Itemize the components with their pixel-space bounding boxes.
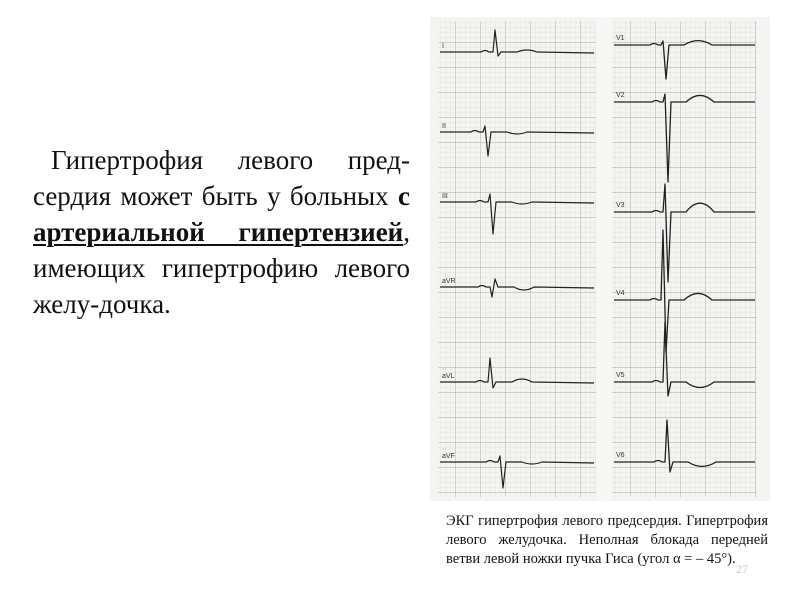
ecg-lead-label-avf: aVF	[442, 453, 455, 460]
page-number: 27	[736, 562, 748, 576]
ecg-right-panel	[612, 21, 757, 497]
ecg-lead-label-v2: V2	[616, 92, 625, 99]
ecg-caption: ЭКГ гипертрофия левого предсердия. Гипертрофия левого желудочка. Неполная блокада передней ветви левой ножки пучка Гиса (угол α = – 45°).	[446, 513, 768, 567]
ecg-lead-label-iii: III	[442, 193, 448, 200]
paragraph-bold-prefix: с	[398, 181, 410, 211]
ecg-lead-label-v3: V3	[616, 202, 625, 209]
ecg-lead-label-v4: V4	[616, 290, 625, 297]
ecg-lead-label-avl: aVL	[442, 373, 455, 380]
ecg-panel-gap	[596, 17, 612, 501]
main-paragraph	[33, 142, 410, 322]
ecg-lead-label-ii: II	[442, 123, 446, 130]
ecg-lead-label-v5: V5	[616, 372, 625, 379]
paragraph-bold-underlined: артериальной гипертензией	[33, 217, 404, 247]
ecg-tracing-image	[430, 17, 770, 501]
paragraph-part-1: Гипертрофия левого пред-сердия может быть у больных	[33, 145, 410, 211]
ecg-lead-label-i: I	[442, 43, 444, 50]
ecg-lead-label-v1: V1	[616, 35, 625, 42]
paragraph-bold-underlined-wrap	[33, 217, 403, 247]
ecg-left-panel	[438, 21, 596, 497]
ecg-figure	[430, 17, 770, 501]
ecg-lead-label-avr: aVR	[442, 278, 456, 285]
ecg-lead-label-v6: V6	[616, 452, 625, 459]
paragraph-part-2: , имеющих гипертрофию левого желу-дочка.	[33, 217, 410, 319]
